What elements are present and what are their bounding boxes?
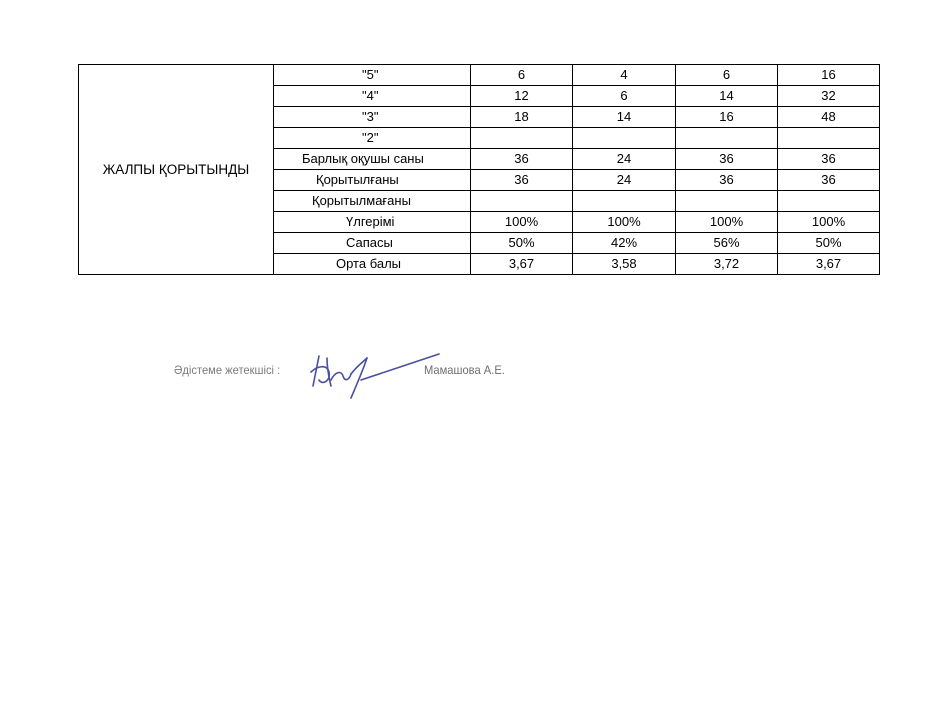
row-label: Үлгерімі — [274, 212, 471, 233]
table-cell: 24 — [573, 149, 676, 170]
table-cell: 100% — [778, 212, 880, 233]
table-cell: 3,67 — [778, 254, 880, 275]
signature-role-label: Әдістеме жетекшісі : — [174, 363, 281, 377]
table-cell: 36 — [471, 170, 573, 191]
signature-strokes — [311, 354, 439, 398]
table-cell: 100% — [471, 212, 573, 233]
table-cell: 6 — [573, 86, 676, 107]
table-cell: 36 — [778, 149, 880, 170]
table-cell — [778, 128, 880, 149]
table-cell: 36 — [778, 170, 880, 191]
table-cell: 14 — [573, 107, 676, 128]
table-cell: 50% — [471, 233, 573, 254]
table-cell — [676, 191, 778, 212]
table-cell: 16 — [676, 107, 778, 128]
table-cell — [471, 128, 573, 149]
table-cell: 24 — [573, 170, 676, 191]
table-cell: 56% — [676, 233, 778, 254]
table-cell: 12 — [471, 86, 573, 107]
table-cell: 50% — [778, 233, 880, 254]
table-cell: 32 — [778, 86, 880, 107]
row-label: Барлық оқушы саны — [274, 149, 471, 170]
table-cell: 16 — [778, 65, 880, 86]
table-cell: 3,58 — [573, 254, 676, 275]
table-cell: 4 — [573, 65, 676, 86]
row-label: Сапасы — [274, 233, 471, 254]
table-cell: 3,67 — [471, 254, 573, 275]
summary-table — [78, 64, 880, 275]
section-label: ЖАЛПЫ ҚОРЫТЫНДЫ — [79, 65, 274, 275]
table-cell — [676, 128, 778, 149]
table-cell: 18 — [471, 107, 573, 128]
table-cell: 14 — [676, 86, 778, 107]
table-cell: 48 — [778, 107, 880, 128]
row-label: "3" — [274, 107, 471, 128]
table-cell: 36 — [676, 170, 778, 191]
row-label: Қорытылмағаны — [274, 191, 471, 212]
signature-name: Мамашова А.Е. — [424, 363, 505, 377]
table-cell: 36 — [471, 149, 573, 170]
table-cell — [573, 128, 676, 149]
row-label: "2" — [274, 128, 471, 149]
row-label: Орта балы — [274, 254, 471, 275]
table-cell — [471, 191, 573, 212]
table-cell: 100% — [573, 212, 676, 233]
row-label: "5" — [274, 65, 471, 86]
row-label: Қорытылғаны — [274, 170, 471, 191]
row-label: "4" — [274, 86, 471, 107]
table-cell — [778, 191, 880, 212]
table-cell: 3,72 — [676, 254, 778, 275]
table-cell — [573, 191, 676, 212]
signature-block — [0, 330, 950, 410]
table-cell: 100% — [676, 212, 778, 233]
table-cell: 36 — [676, 149, 778, 170]
table-cell: 42% — [573, 233, 676, 254]
table-cell: 6 — [471, 65, 573, 86]
table-cell: 6 — [676, 65, 778, 86]
table-row — [79, 65, 880, 86]
